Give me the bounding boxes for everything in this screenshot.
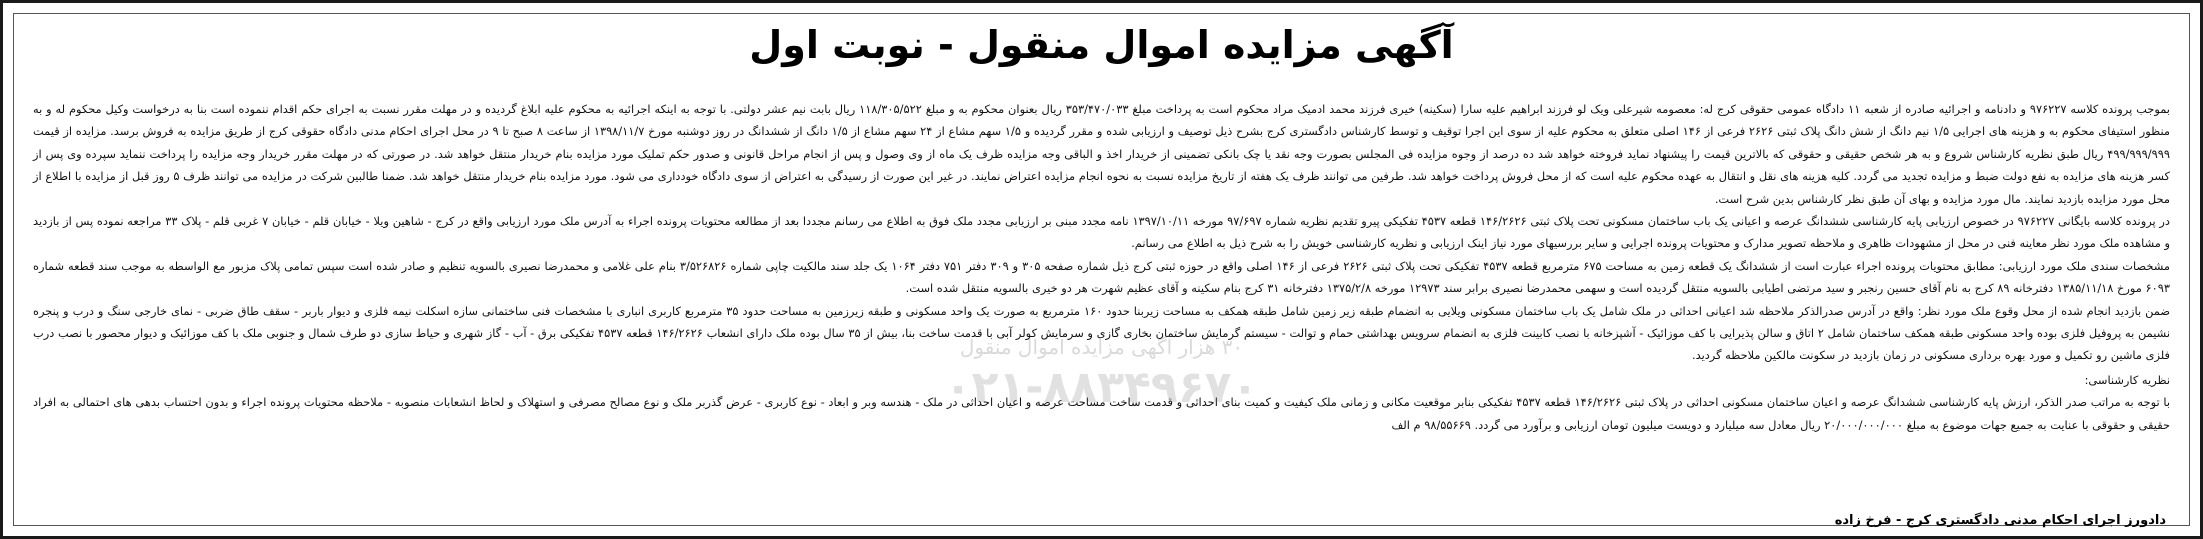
watermark-phone: ۰۲۱-۸۸۳۴۹۶۷۰ <box>944 362 1259 413</box>
opinion-heading: نظریه کارشناسی: <box>2084 372 2170 387</box>
paragraph-deed-details: مشخصات سندی ملک مورد ارزیابی: مطابق محتویات پرونده اجراء عبارت است از ششدانگ یک قطعه زمین به مساحت ۶۷۵ مترمربع قطعه ۴۵۳۷ تفکیکی تحت پلاک ثبتی ۲۶۲۶ فرعی از ۱۴۶ اصلی واقع در حوزه ثبتی کرج ذیل شماره صفحه ۳۰۵ و ۳۰۹ دفتر ۷۵۱ دفتر ۱۰۶۴ یک جلد سند مالکیت چاپی شماره ۳/۵۲۶۸۲۶ بنام علی غلامی و محمدرضا نصیری بالسویه تنظیم و صادر شده است سپس تمامی پلاک مزبور مع الواسطه به موجب سند قطعه شماره ۶۰۹۳ مورخ ۱۳۸۵/۱۱/۱۸ دفترخانه ۸۹ کرج به نام آقای حسین رنجبر و سید مرتضی اطیابی بالسویه منتقل گردیده است و سهمی محمدرضا نصیری برابر سند ۱۲۹۷۳ مورخه ۱۳۷۵/۲/۸ دفترخانه ۳۱ کرج بنام سکینه و آقای عظیم شهرت هر دو خیری بالسویه منتقل شده است. <box>33 258 2170 296</box>
notice-body <box>33 98 2170 436</box>
watermark-title: ۳۰ هزار آگهی مزایده اموال منقول <box>959 335 1244 359</box>
opinion-text: با توجه به مراتب صدر الذکر، ارزش پایه کارشناسی ششدانگ عرصه و اعیان ساختمان مسکونی احداثی در پلاک ثبتی ۱۴۶/۲۶۲۶ قطعه ۴۵۳۷ تفکیکی بنابر موقعیت مکانی و زمانی ملک کیفیت و کمیت بنای احداثی و قدمت ساخت مساحت عرصه و اعیان احداثی در ملک - هندسه وبر و ابعاد - نوع کاربری - عرض گذربر ملک و نوع مصالح مصرفی و استهلاک و لحاظ انشعابات منصوبه - ملاحظه محتویات پرونده اجراء و بدون احتساب بدهی های احتمالی به افراد حقیقی و حقوقی با عنایت به جمیع جهات موضوع به مبلغ ۲۰/۰۰۰/۰۰۰/۰۰۰ ریال معادل سه میلیارد و دویست میلیون تومان ارزیابی و برآورد می گردد. ۹۸/۵۵۶۶۹ م الف <box>33 395 2170 432</box>
paragraph-property-description: ضمن بازدید انجام شده از محل وقوع ملک مورد نظر: واقع در آدرس صدرالذکر ملاحظه شد اعیانی احداثی در ملک شامل یک باب ساختمان مسکونی ویلایی به انضمام طبقه زیر زمین شامل طبقه همکف به مساحت زیربنا حدود ۱۶۰ مترمربع به صورت یک واحد مسکونی و طبقه زیرزمین به مساحت حدود ۳۵ مترمربع کاربری انباری با مشخصات فنی ساختمانی سازه اسکلت نیمه فلزی و دیوار باربر - سقف طاق ضربی - نمای خارجی سنگ و درب و پنجره نشیمن به پروفیل فلزی بوده واحد مسکونی طبقه همکف ساختمان شامل ۲ اتاق و سالن پذیرایی با کف موزائیک - آشپزخانه با نصب کابینت فلزی به انضمام سرویس بهداشتی حمام و توالت - سیستم گرمایش ساختمان بخاری گازی و سرمایش کولر آبی با قدمت ساخت بنا، بیش از ۳۵ سال بوده ملک دارای انشعاب ۱۴۶/۲۶۲۶ قطعه ۴۵۳۷ تفکیکی برق - آب - گاز شهری و حیاط سازی دو طرف شمال و جنوبی ملک با کف موزائیک و دیوار محصور با نصب درب فلزی ماشین رو تکمیل و مورد بهره برداری مسکونی در زمان بازدید در سکونت مالکین ملاحظه گردید. <box>33 303 2171 363</box>
paragraph-appraisal-intro: در پرونده کلاسه بایگانی ۹۷۶۲۲۷ در خصوص ارزیابی پایه کارشناسی ششدانگ عرصه و اعیانی یک باب ساختمان مسکونی تحت پلاک ثبتی ۱۴۶/۲۶۲۶ قطعه ۴۵۳۷ تفکیکی پیرو تقدیم نظریه شماره ۹۷/۶۹۷ مورخه ۱۳۹۷/۱۰/۱۱ نامه مجدد مبنی بر ارزیابی مجدد ملک فوق به اطلاع می رسانم مجددا بعد از مطالعه محتویات پرونده اجراء به آدرس ملک مورد ارزیابی واقع در کرج - شاهین ویلا - خیابان قلم - خیابان ۷ غربی قلم - پلاک ۳۳ مراجعه نموده پس از بازدید و مشاهده ملک مورد نظر معاینه فنی در محل از مشهودات ظاهری و ملاحظه تصویر مدارک و محتویات پرونده اجرایی و سایر بررسیهای مورد نیاز اینک ارزیابی و نظریه کارشناسی خویش را به شرح ذیل به اطلاع می رسانم. <box>33 214 2170 251</box>
paragraph-case: بموجب پرونده کلاسه ۹۷۶۲۲۷ و دادنامه و اجرائیه صادره از شعبه ۱۱ دادگاه عمومی حقوقی کرج له: معصومه شیرعلی ویک لو فرزند ابراهیم علیه سارا (سکینه) خیری فرزند محمد ادمیک مراد محکوم است به پرداخت مبلغ ۳۵۳/۴۷۰/۰۳۳ ریال بعنوان محکوم به و مبلغ ۱۱۸/۳۰۵/۵۲۲ ریال بابت نیم عشر دولتی. با توجه به اینکه اجرائیه به محکوم علیه ابلاغ گردیده و در مهلت مقرر نسبت به اجرای حکم اقدام ننموده است بنا به درخواست وکیل محکوم له و به منظور استیفای محکوم به و هزینه های اجرایی ۱/۵ نیم دانگ از شش دانگ پلاک ثبتی ۲۶۲۶ فرعی از ۱۴۶ اصلی متعلق به محکوم علیه از سوی این اجرا توقیف و توسط کارشناس دادگستری کرج بشرح ذیل توصیف و ارزیابی شده و مقرر گردیده و ۱/۵ سهم مشاع از ۲۴ سهم مشاع از ۱/۵ دانگ از ششدانگ در روز دوشنبه مورخ ۱۳۹۸/۱۱/۷ از ساعت ۸ صبح تا ۹ در محل اجرای احکام مدنی دادگاه حقوقی کرج از طریق مزایده به فروش برسد. مزایده از قیمت ۴۹۹/۹۹۹/۹۹۹ ریال طبق نظریه کارشناس شروع و به هر شخص حقیقی و حقوقی که بالاترین قیمت را پیشنهاد نماید فروخته خواهد شد ده درصد از وجوه مزایده فی المجلس بصورت وجه نقد یا چک بانکی تضمینی از خریدار اخذ و الباقی وجه مزایده ظرف یک ماه از وی وصول و پس از انجام مراحل قانونی و صدور حکم تملیک مورد مزایده بنام خریدار منتقل خواهد شد. در صورتی که در مهلت مقرر خریدار وجه مزایده را پرداخت ننماید سپرده وی پس از کسر هزینه های مزایده به نفع دولت ضبط و مزایده تجدید می گردد. کلیه هزینه های نقل و انتقال به عهده محکوم علیه است که از محل فروش پرداخت خواهد شد. طرفین می توانند ظرف یک هفته از تاریخ مزایده نسبت به نحوه انجام مزایده اعتراض نمایند. در غیر این صورت از رسیدگی به اعتراض از سوی دادگاه خودداری می شود. مورد مزایده بنام خریدار منتقل خواهد شد. ضمنا طالبین شرکت در مزایده می توانند ظرف ۵ روز قبل از مزایده با اطلاع از محل مورد مزایده بازدید نمایند. مال مورد مزایده و بهای آن طبق نظر کارشناس بدین شرح است. <box>33 102 2171 206</box>
notice-title: آگهی مزایده اموال منقول - نوبت اول <box>749 23 1454 67</box>
signature: دادورز اجرای احکام مدنی دادگستری کرج - فرخ زاده <box>1834 513 2166 528</box>
